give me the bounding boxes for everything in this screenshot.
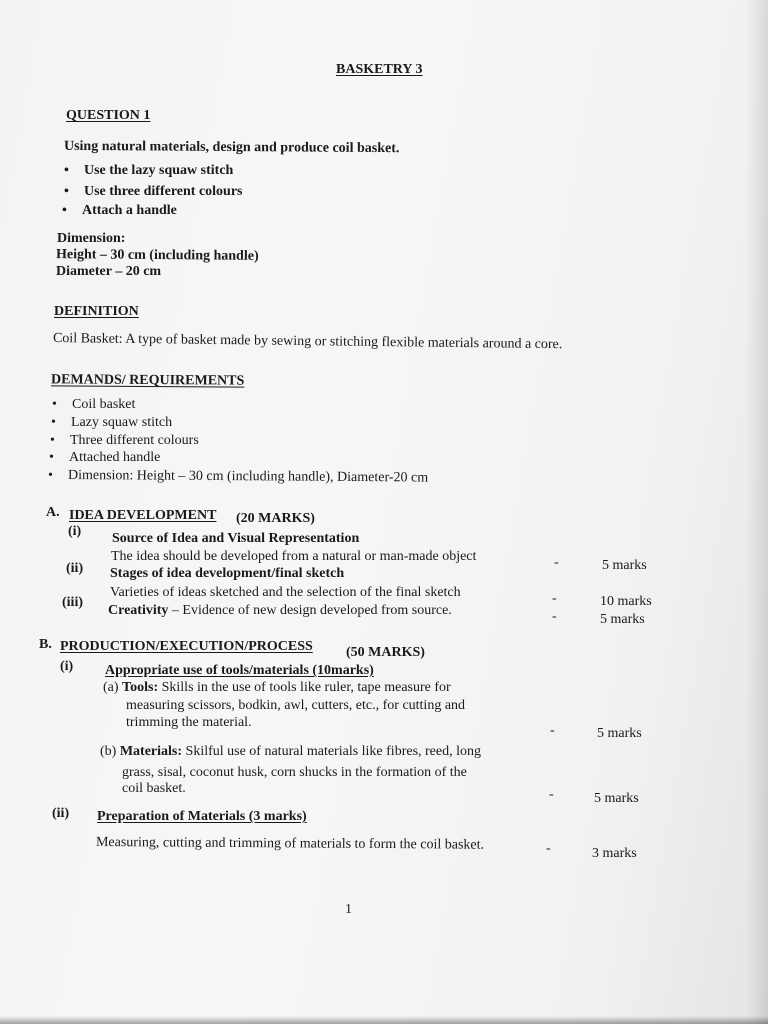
page-edge-shadow	[746, 0, 768, 1024]
dimension-height: Height – 30 cm (including handle)	[55, 247, 259, 264]
section-a-marks: (20 MARKS)	[236, 511, 315, 526]
section-a-heading: IDEA DEVELOPMENT	[69, 508, 217, 523]
marks-dash: -	[549, 787, 554, 802]
subitem-text: measuring scissors, bodkin, awl, cutters, etc., for cutting and	[126, 698, 466, 713]
section-a-letter: A.	[46, 505, 60, 520]
demand-item: • Attached handle	[69, 450, 160, 466]
definition-heading: DEFINITION	[54, 304, 139, 319]
item-number: (iii)	[62, 595, 83, 610]
item-title: Stages of idea development/final sketch	[110, 566, 345, 581]
question-heading: QUESTION 1	[66, 108, 151, 123]
subitem-text: grass, sisal, coconut husk, corn shucks in the formation of the	[122, 765, 467, 780]
section-b-marks: (50 MARKS)	[346, 645, 425, 660]
demand-item: • Three different colours	[70, 433, 199, 449]
item-marks: 10 marks	[600, 594, 652, 609]
marks-dash: -	[546, 841, 551, 856]
subitem-text: Skilful use of natural materials like fibres, reed, long	[182, 744, 482, 759]
item-number: (ii)	[52, 806, 70, 821]
definition-text: Coil Basket: A type of basket made by sewing or stitching flexible materials around a core.	[52, 331, 563, 353]
item-number: (ii)	[66, 561, 84, 576]
dimension-label: Dimension:	[57, 231, 126, 246]
item-marks: 5 marks	[597, 726, 642, 741]
subsection-title: Appropriate use of tools/materials (10marks)	[105, 663, 374, 678]
page-number: 1	[345, 902, 352, 917]
item-number: (i)	[68, 524, 82, 539]
item-marks: 5 marks	[600, 612, 645, 627]
question-prompt: Using natural materials, design and produce coil basket.	[63, 138, 400, 157]
item-row	[108, 603, 452, 619]
page-title: BASKETRY 3	[336, 62, 423, 77]
subitem-text: Skills in the use of tools like ruler, tape measure for	[158, 680, 451, 695]
demand-item: • Coil basket	[72, 397, 135, 413]
question-bullet: • Attach a handle	[82, 203, 177, 219]
subsection-title: Preparation of Materials (3 marks)	[97, 809, 307, 824]
item-text: Varieties of ideas sketched and the selection of the final sketch	[110, 585, 461, 600]
subitem-title: Materials:	[119, 744, 183, 759]
subitem-prefix: (a)	[103, 680, 119, 695]
subsection-text: Measuring, cutting and trimming of materials to form the coil basket.	[95, 835, 485, 853]
marks-dash: -	[554, 555, 559, 570]
item-title: Source of Idea and Visual Representation	[112, 531, 360, 546]
item-title: Creativity	[108, 603, 169, 618]
subitem-b-line1	[100, 744, 481, 760]
question-bullet: • Use the lazy squaw stitch	[84, 163, 233, 179]
item-number: (i)	[60, 659, 74, 674]
item-marks: 5 marks	[602, 558, 647, 573]
subitem-text: coil basket.	[122, 781, 186, 796]
dimension-diameter: Diameter – 20 cm	[56, 264, 162, 279]
demands-heading: DEMANDS/ REQUIREMENTS	[50, 372, 245, 389]
section-b-letter: B.	[39, 637, 52, 652]
question-bullet: • Use three different colours	[84, 184, 243, 200]
item-marks: 3 marks	[592, 846, 637, 861]
marks-dash: -	[552, 609, 557, 624]
item-text: The idea should be developed from a natural or man-made object	[111, 549, 477, 564]
subitem-prefix: (b)	[100, 744, 117, 759]
subitem-a-line1	[103, 680, 451, 696]
item-marks: 5 marks	[594, 791, 639, 806]
subitem-title: Tools:	[122, 680, 159, 695]
page-bottom-shadow	[0, 1016, 768, 1024]
demand-item: • Lazy squaw stitch	[71, 415, 172, 431]
subitem-text: trimming the material.	[126, 715, 252, 730]
section-b-heading: PRODUCTION/EXECUTION/PROCESS	[60, 639, 313, 654]
marks-dash: -	[552, 591, 557, 606]
item-text: – Evidence of new design developed from source.	[168, 603, 452, 618]
marks-dash: -	[550, 723, 555, 738]
demand-item: • Dimension: Height – 30 cm (including handle), Diameter-20 cm	[68, 468, 428, 487]
